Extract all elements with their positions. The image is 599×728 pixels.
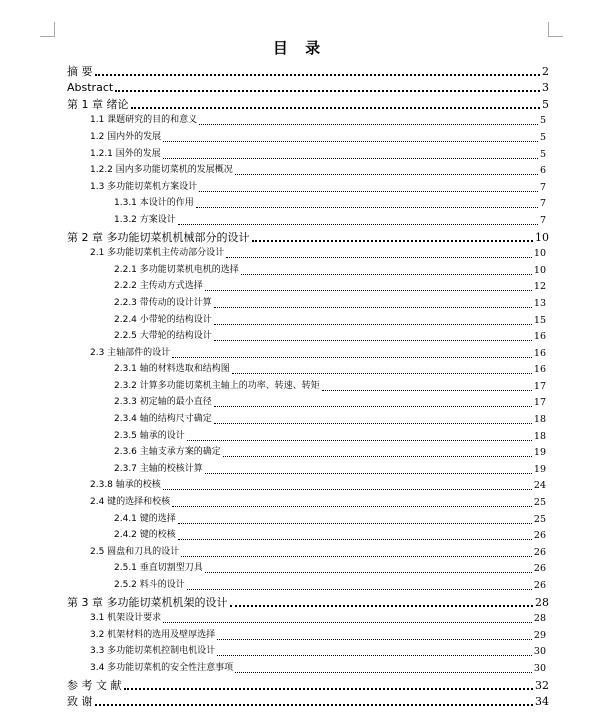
toc-entry-label: 2.2.4 小带轮的结构设计 — [114, 314, 212, 325]
toc-entry[interactable] — [0, 626, 599, 643]
toc-entry-label: 2.2.5 大带轮的结构设计 — [114, 331, 212, 342]
toc-entry[interactable] — [0, 543, 599, 560]
toc-entry[interactable] — [0, 278, 599, 295]
toc-dot-leader — [178, 523, 532, 524]
toc-entry-label: 1.3.2 方案设计 — [114, 214, 176, 225]
toc-entry-page-number: 26 — [533, 563, 546, 575]
toc-entry-page-number: 19 — [533, 447, 546, 459]
toc-entry-label: 3.2 机架材料的选用及壁厚选择 — [90, 629, 216, 640]
toc-dot-leader — [214, 324, 532, 325]
toc-entry-label: 摘 要 — [67, 64, 93, 78]
toc-entry-label: 2.3.1 轴的材料选取和结构图 — [114, 364, 230, 375]
toc-entry-page-number: 18 — [533, 430, 546, 442]
toc-entry-label: 2.3.6 主轴支承方案的确定 — [114, 447, 221, 458]
toc-entry-label: 2.3.4 轴的结构尺寸确定 — [114, 414, 212, 425]
toc-dot-leader — [241, 274, 532, 275]
toc-entry-page-number: 7 — [539, 198, 546, 210]
toc-dot-leader — [235, 672, 532, 673]
toc-entry-page-number: 5 — [539, 131, 546, 143]
toc-entry-page-number: 7 — [539, 181, 546, 193]
toc-entry-page-number: 16 — [533, 347, 546, 359]
toc-entry[interactable] — [0, 245, 599, 262]
page-corner-mark-right — [548, 22, 563, 37]
toc-entry[interactable] — [0, 560, 599, 577]
toc-dot-leader — [205, 572, 532, 573]
toc-entry-label: 3.1 机架设计要求 — [90, 613, 162, 624]
page-corner-mark-left — [40, 22, 55, 37]
toc-entry-label: 1.3 多功能切菜机方案设计 — [90, 181, 198, 192]
toc-entry-label: 2.5 圆盘和刀具的设计 — [90, 546, 180, 557]
toc-dot-leader — [217, 639, 532, 640]
toc-entry-label: 第 2 章 多功能切菜机机械部分的设计 — [67, 230, 250, 244]
toc-entry-label: Abstract — [67, 81, 114, 95]
toc-dot-leader — [115, 90, 540, 92]
toc-entry[interactable] — [0, 394, 599, 411]
toc-entry-page-number: 17 — [533, 397, 546, 409]
toc-entry[interactable] — [0, 610, 599, 627]
toc-entry[interactable] — [0, 659, 599, 676]
toc-entry-label: 2.2.2 主传动方式选择 — [114, 281, 203, 292]
toc-entry-label: 参 考 文 献 — [67, 678, 122, 692]
toc-entry-label: 2.3.8 轴承的校核 — [90, 480, 161, 491]
toc-entry[interactable] — [0, 311, 599, 328]
toc-entry-label: 第 1 章 绪论 — [67, 97, 129, 111]
toc-entry-page-number: 10 — [535, 230, 549, 244]
toc-dot-leader — [235, 174, 538, 175]
toc-dot-leader — [252, 240, 534, 242]
toc-dot-leader — [205, 290, 532, 291]
toc-entry-label: 2.5.1 垂直切割型刀具 — [114, 563, 203, 574]
toc-dot-leader — [223, 456, 532, 457]
toc-entry-label: 第 3 章 多功能切菜机机架的设计 — [67, 595, 228, 609]
toc-dot-leader — [95, 704, 534, 706]
toc-entry-page-number: 5 — [539, 148, 546, 160]
toc-dot-leader — [131, 107, 541, 109]
toc-entry[interactable] — [0, 493, 599, 510]
toc-entry[interactable] — [0, 444, 599, 461]
toc-dot-leader — [172, 357, 532, 358]
toc-dot-leader — [187, 440, 532, 441]
toc-entry-label: 2.3 主轴部件的设计 — [90, 347, 171, 358]
toc-entry-label: 3.3 多功能切菜机控制电机设计 — [90, 646, 216, 657]
table-of-contents — [0, 62, 599, 709]
toc-entry[interactable] — [0, 195, 599, 212]
toc-entry-page-number: 3 — [542, 81, 549, 95]
toc-entry-page-number: 7 — [539, 214, 546, 226]
toc-entry-page-number: 28 — [535, 595, 549, 609]
toc-dot-leader — [178, 224, 538, 225]
toc-entry[interactable] — [0, 460, 599, 477]
toc-dot-leader — [163, 158, 538, 159]
toc-dot-leader — [322, 390, 532, 391]
toc-entry[interactable] — [0, 344, 599, 361]
toc-dot-leader — [124, 688, 534, 690]
toc-entry-page-number: 5 — [542, 97, 549, 111]
toc-dot-leader — [230, 605, 534, 607]
toc-entry[interactable] — [0, 178, 599, 195]
toc-dot-leader — [226, 257, 532, 258]
toc-dot-leader — [181, 556, 532, 557]
toc-entry-page-number: 32 — [535, 678, 549, 692]
toc-entry-page-number: 34 — [535, 695, 549, 709]
toc-dot-leader — [232, 373, 532, 374]
toc-entry-page-number: 15 — [533, 314, 546, 326]
toc-dot-leader — [214, 423, 532, 424]
toc-entry[interactable] — [0, 377, 599, 394]
toc-entry-page-number: 30 — [533, 646, 546, 658]
toc-dot-leader — [214, 406, 532, 407]
toc-entry[interactable] — [0, 510, 599, 527]
toc-entry-page-number: 2 — [542, 64, 549, 78]
toc-dot-leader — [217, 655, 532, 656]
toc-entry-page-number: 28 — [533, 613, 546, 625]
toc-entry-label: 2.2.1 多功能切菜机电机的选择 — [114, 264, 239, 275]
toc-entry[interactable] — [0, 145, 599, 162]
toc-dot-leader — [199, 191, 538, 192]
toc-entry-page-number: 29 — [533, 629, 546, 641]
toc-entry-page-number: 25 — [533, 497, 546, 509]
toc-entry[interactable] — [0, 328, 599, 345]
toc-entry-label: 1.1 课题研究的目的和意义 — [90, 115, 198, 126]
toc-entry-label: 2.3.5 轴承的设计 — [114, 430, 185, 441]
toc-entry-label: 3.4 多功能切菜机的安全性注意事项 — [90, 662, 234, 673]
toc-entry-label: 2.4.1 键的选择 — [114, 513, 176, 524]
toc-entry-page-number: 18 — [533, 414, 546, 426]
toc-entry[interactable] — [0, 361, 599, 378]
toc-entry[interactable] — [0, 228, 599, 245]
toc-entry[interactable] — [0, 294, 599, 311]
toc-entry-label: 2.1 多功能切菜机主传动部分设计 — [90, 248, 225, 259]
toc-dot-leader — [205, 473, 532, 474]
toc-dot-leader — [214, 340, 532, 341]
toc-entry-label: 1.3.1 本设计的作用 — [114, 198, 194, 209]
toc-entry[interactable] — [0, 676, 599, 693]
toc-entry-page-number: 30 — [533, 662, 546, 674]
toc-entry-page-number: 26 — [533, 530, 546, 542]
toc-entry-label: 2.5.2 料斗的设计 — [114, 580, 185, 590]
toc-entry-page-number: 16 — [533, 331, 546, 343]
toc-dot-leader — [172, 506, 532, 507]
toc-entry[interactable] — [0, 477, 599, 494]
toc-entry-label: 1.2.2 国内多功能切菜机的发展概况 — [90, 165, 233, 176]
toc-entry-page-number: 10 — [533, 248, 546, 260]
toc-entry-label: 2.4 键的选择和校核 — [90, 497, 171, 508]
toc-entry[interactable] — [0, 112, 599, 129]
toc-entry-label: 2.2.3 带传动的设计计算 — [114, 297, 212, 308]
toc-entry[interactable] — [0, 62, 599, 79]
toc-dot-leader — [163, 489, 532, 490]
toc-entry[interactable] — [0, 211, 599, 228]
toc-entry[interactable] — [0, 576, 599, 593]
toc-entry-label: 2.3.7 主轴的校核计算 — [114, 463, 203, 474]
toc-dot-leader — [163, 141, 538, 142]
toc-entry[interactable] — [0, 79, 599, 96]
toc-dot-leader — [95, 74, 541, 76]
toc-entry-page-number: 24 — [533, 480, 546, 492]
toc-entry[interactable] — [0, 693, 599, 710]
toc-entry-label: 1.2.1 国外的发展 — [90, 148, 161, 159]
toc-entry-page-number: 10 — [533, 264, 546, 276]
toc-entry[interactable] — [0, 593, 599, 610]
toc-dot-leader — [163, 622, 532, 623]
toc-entry-label: 致 谢 — [67, 695, 93, 709]
toc-entry-label: 2.4.2 键的校核 — [114, 530, 176, 541]
toc-entry-page-number: 26 — [533, 580, 546, 591]
toc-entry-page-number: 26 — [533, 546, 546, 558]
toc-entry-page-number: 6 — [539, 165, 546, 177]
toc-entry-page-number: 17 — [533, 380, 546, 392]
toc-entry-page-number: 5 — [539, 115, 546, 127]
toc-entry-page-number: 12 — [533, 281, 546, 293]
toc-entry-page-number: 19 — [533, 463, 546, 475]
toc-entry[interactable] — [0, 128, 599, 145]
toc-dot-leader — [214, 307, 532, 308]
toc-entry[interactable] — [0, 643, 599, 660]
toc-dot-leader — [178, 539, 532, 540]
toc-entry[interactable] — [0, 427, 599, 444]
toc-entry-page-number: 25 — [533, 513, 546, 525]
toc-dot-leader — [199, 124, 538, 125]
toc-dot-leader — [187, 589, 532, 590]
toc-entry-page-number: 16 — [533, 364, 546, 376]
toc-entry[interactable] — [0, 527, 599, 544]
toc-entry-label: 2.3.2 计算多功能切菜机主轴上的功率、转速、转矩 — [114, 380, 320, 391]
toc-entry-page-number: 13 — [533, 297, 546, 309]
toc-entry[interactable] — [0, 410, 599, 427]
toc-entry-label: 1.2 国内外的发展 — [90, 131, 162, 142]
toc-entry[interactable] — [0, 95, 599, 112]
toc-title: 目 录 — [272, 39, 327, 57]
toc-dot-leader — [196, 207, 538, 208]
toc-entry[interactable] — [0, 261, 599, 278]
toc-entry[interactable] — [0, 162, 599, 179]
toc-entry-label: 2.3.3 初定轴的最小直径 — [114, 397, 212, 408]
